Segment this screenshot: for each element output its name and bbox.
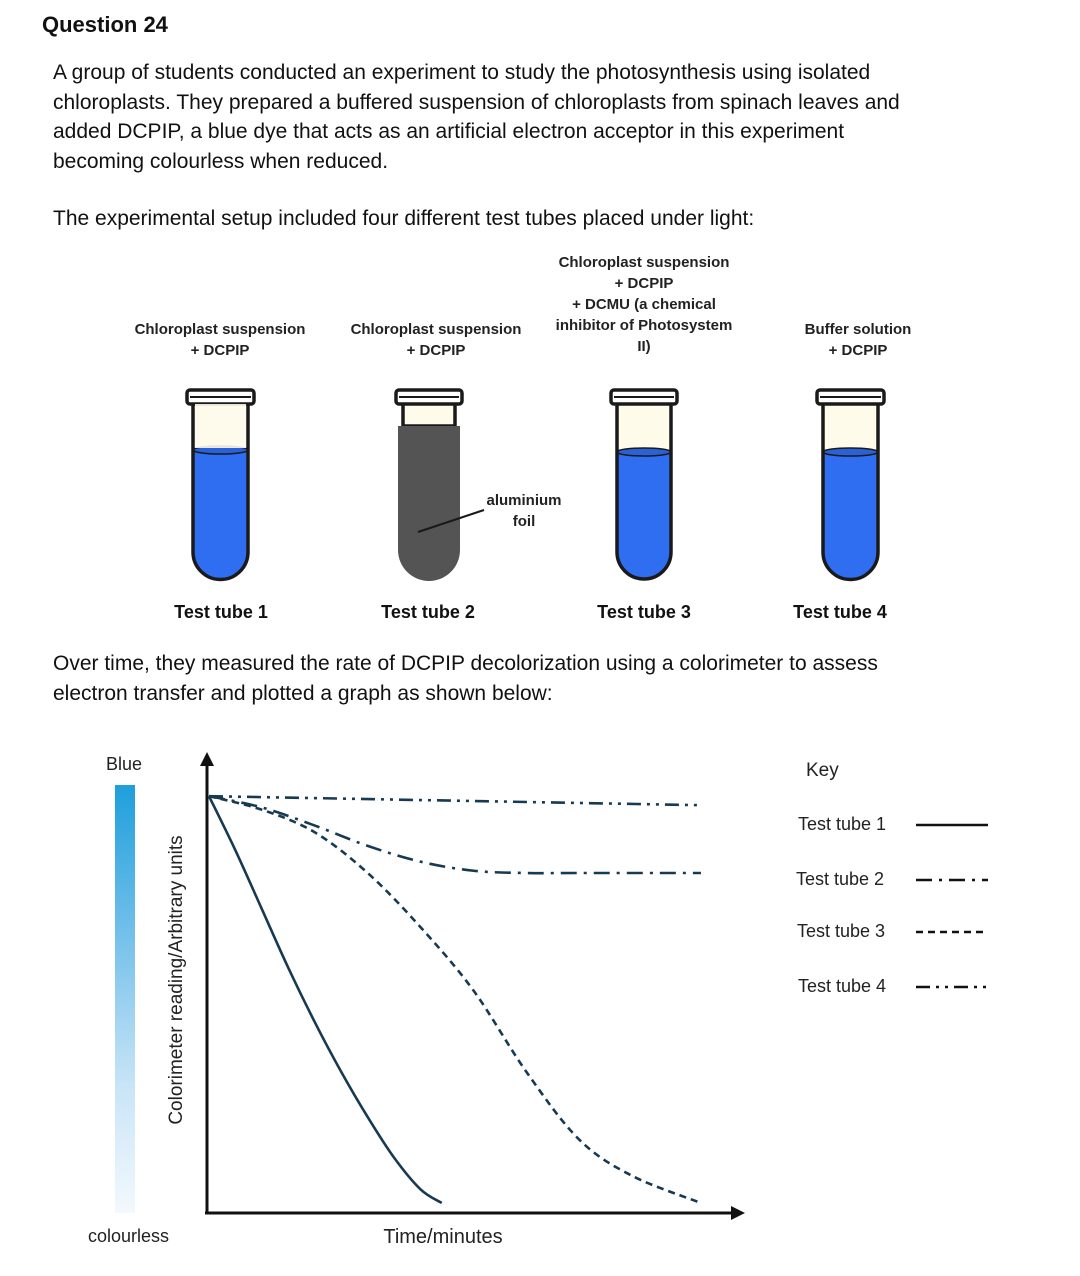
setup-paragraph <box>53 204 1033 234</box>
tube4-contents-line: + DCPIP <box>828 342 888 359</box>
tube4-contents-line: Buffer solution <box>804 321 912 338</box>
followup-line: electron transfer and plotted a graph as shown below: <box>53 681 553 705</box>
tube3-meniscus <box>617 448 671 456</box>
tube4-contents-label <box>758 319 958 361</box>
tube3-contents-line: inhibitor of Photosystem <box>555 317 733 334</box>
intro-paragraph <box>53 58 1033 176</box>
series-line-test-tube-2 <box>209 796 701 873</box>
key-label-tube4: Test tube 4 <box>798 976 887 996</box>
tube3-contents-line: Chloroplast suspension <box>558 254 730 271</box>
foil-label-line: foil <box>512 513 536 530</box>
intro-line: chloroplasts. They prepared a buffered suspension of chloroplasts from spinach leaves and <box>53 90 900 114</box>
followup-paragraph <box>53 649 1033 708</box>
key-label-tube3: Test tube 3 <box>797 921 886 941</box>
tube3-name: Test tube 3 <box>597 602 691 622</box>
foil-label-line: aluminium <box>486 492 562 509</box>
tube1-contents-label <box>120 319 320 361</box>
test-tubes-diagram <box>0 380 1080 595</box>
tube1-liquid <box>193 450 248 580</box>
x-axis-arrowhead <box>731 1206 745 1220</box>
key-swatches <box>910 810 1000 1000</box>
tube3-contents-label <box>534 252 754 357</box>
tube1-contents-line: + DCPIP <box>190 342 250 359</box>
setup-line: The experimental setup included four different test tubes placed under light: <box>53 207 755 230</box>
followup-line: Over time, they measured the rate of DCPIP decolorization using a colorimeter to assess <box>53 652 878 675</box>
line-chart <box>0 740 760 1240</box>
test-tube-2-drawing <box>396 390 484 581</box>
tube2-contents-line: Chloroplast suspension <box>350 321 522 338</box>
question-title: Question 24 <box>42 12 168 37</box>
tube1-contents-line: Chloroplast suspension <box>134 321 306 338</box>
scale-top-label: Blue <box>106 754 143 774</box>
series-line-test-tube-3 <box>209 796 701 1203</box>
tube3-contents-line: II) <box>637 338 651 355</box>
key-label-tube2: Test tube 2 <box>796 869 885 889</box>
y-axis-label: Colorimeter reading/Arbitrary units <box>166 835 187 1125</box>
tube3-contents-line: + DCPIP <box>614 275 674 292</box>
tube2-contents-label <box>336 319 536 361</box>
aluminium-foil <box>398 426 460 581</box>
y-axis-arrowhead <box>200 752 214 766</box>
aluminium-foil-label <box>474 490 574 532</box>
tube4-glass-top <box>823 400 878 452</box>
series-line-test-tube-4 <box>209 796 701 805</box>
tube1-name: Test tube 1 <box>174 602 268 622</box>
test-tube-3-drawing <box>611 390 677 579</box>
x-axis-label: Time/minutes <box>383 1226 503 1248</box>
tube3-glass-top <box>617 400 671 452</box>
test-tube-4-drawing <box>817 390 884 580</box>
scale-bottom-label: colourless <box>88 1226 170 1246</box>
tube3-contents-line: + DCMU (a chemical <box>572 296 716 313</box>
intro-line: A group of students conducted an experiment to study the photosynthesis using isolated <box>53 61 871 84</box>
key-label-tube1: Test tube 1 <box>798 814 887 834</box>
key-title: Key <box>806 760 839 781</box>
tube3-liquid <box>617 452 671 579</box>
tube2-name: Test tube 2 <box>381 602 475 622</box>
intro-line: becoming colourless when reduced. <box>53 149 389 173</box>
tube4-name: Test tube 4 <box>793 602 887 622</box>
tube2-contents-line: + DCPIP <box>406 342 466 359</box>
tube4-liquid <box>823 452 878 580</box>
intro-line: added DCPIP, a blue dye that acts as an artificial electron acceptor in this experiment <box>53 120 845 143</box>
tube4-meniscus <box>823 448 878 456</box>
